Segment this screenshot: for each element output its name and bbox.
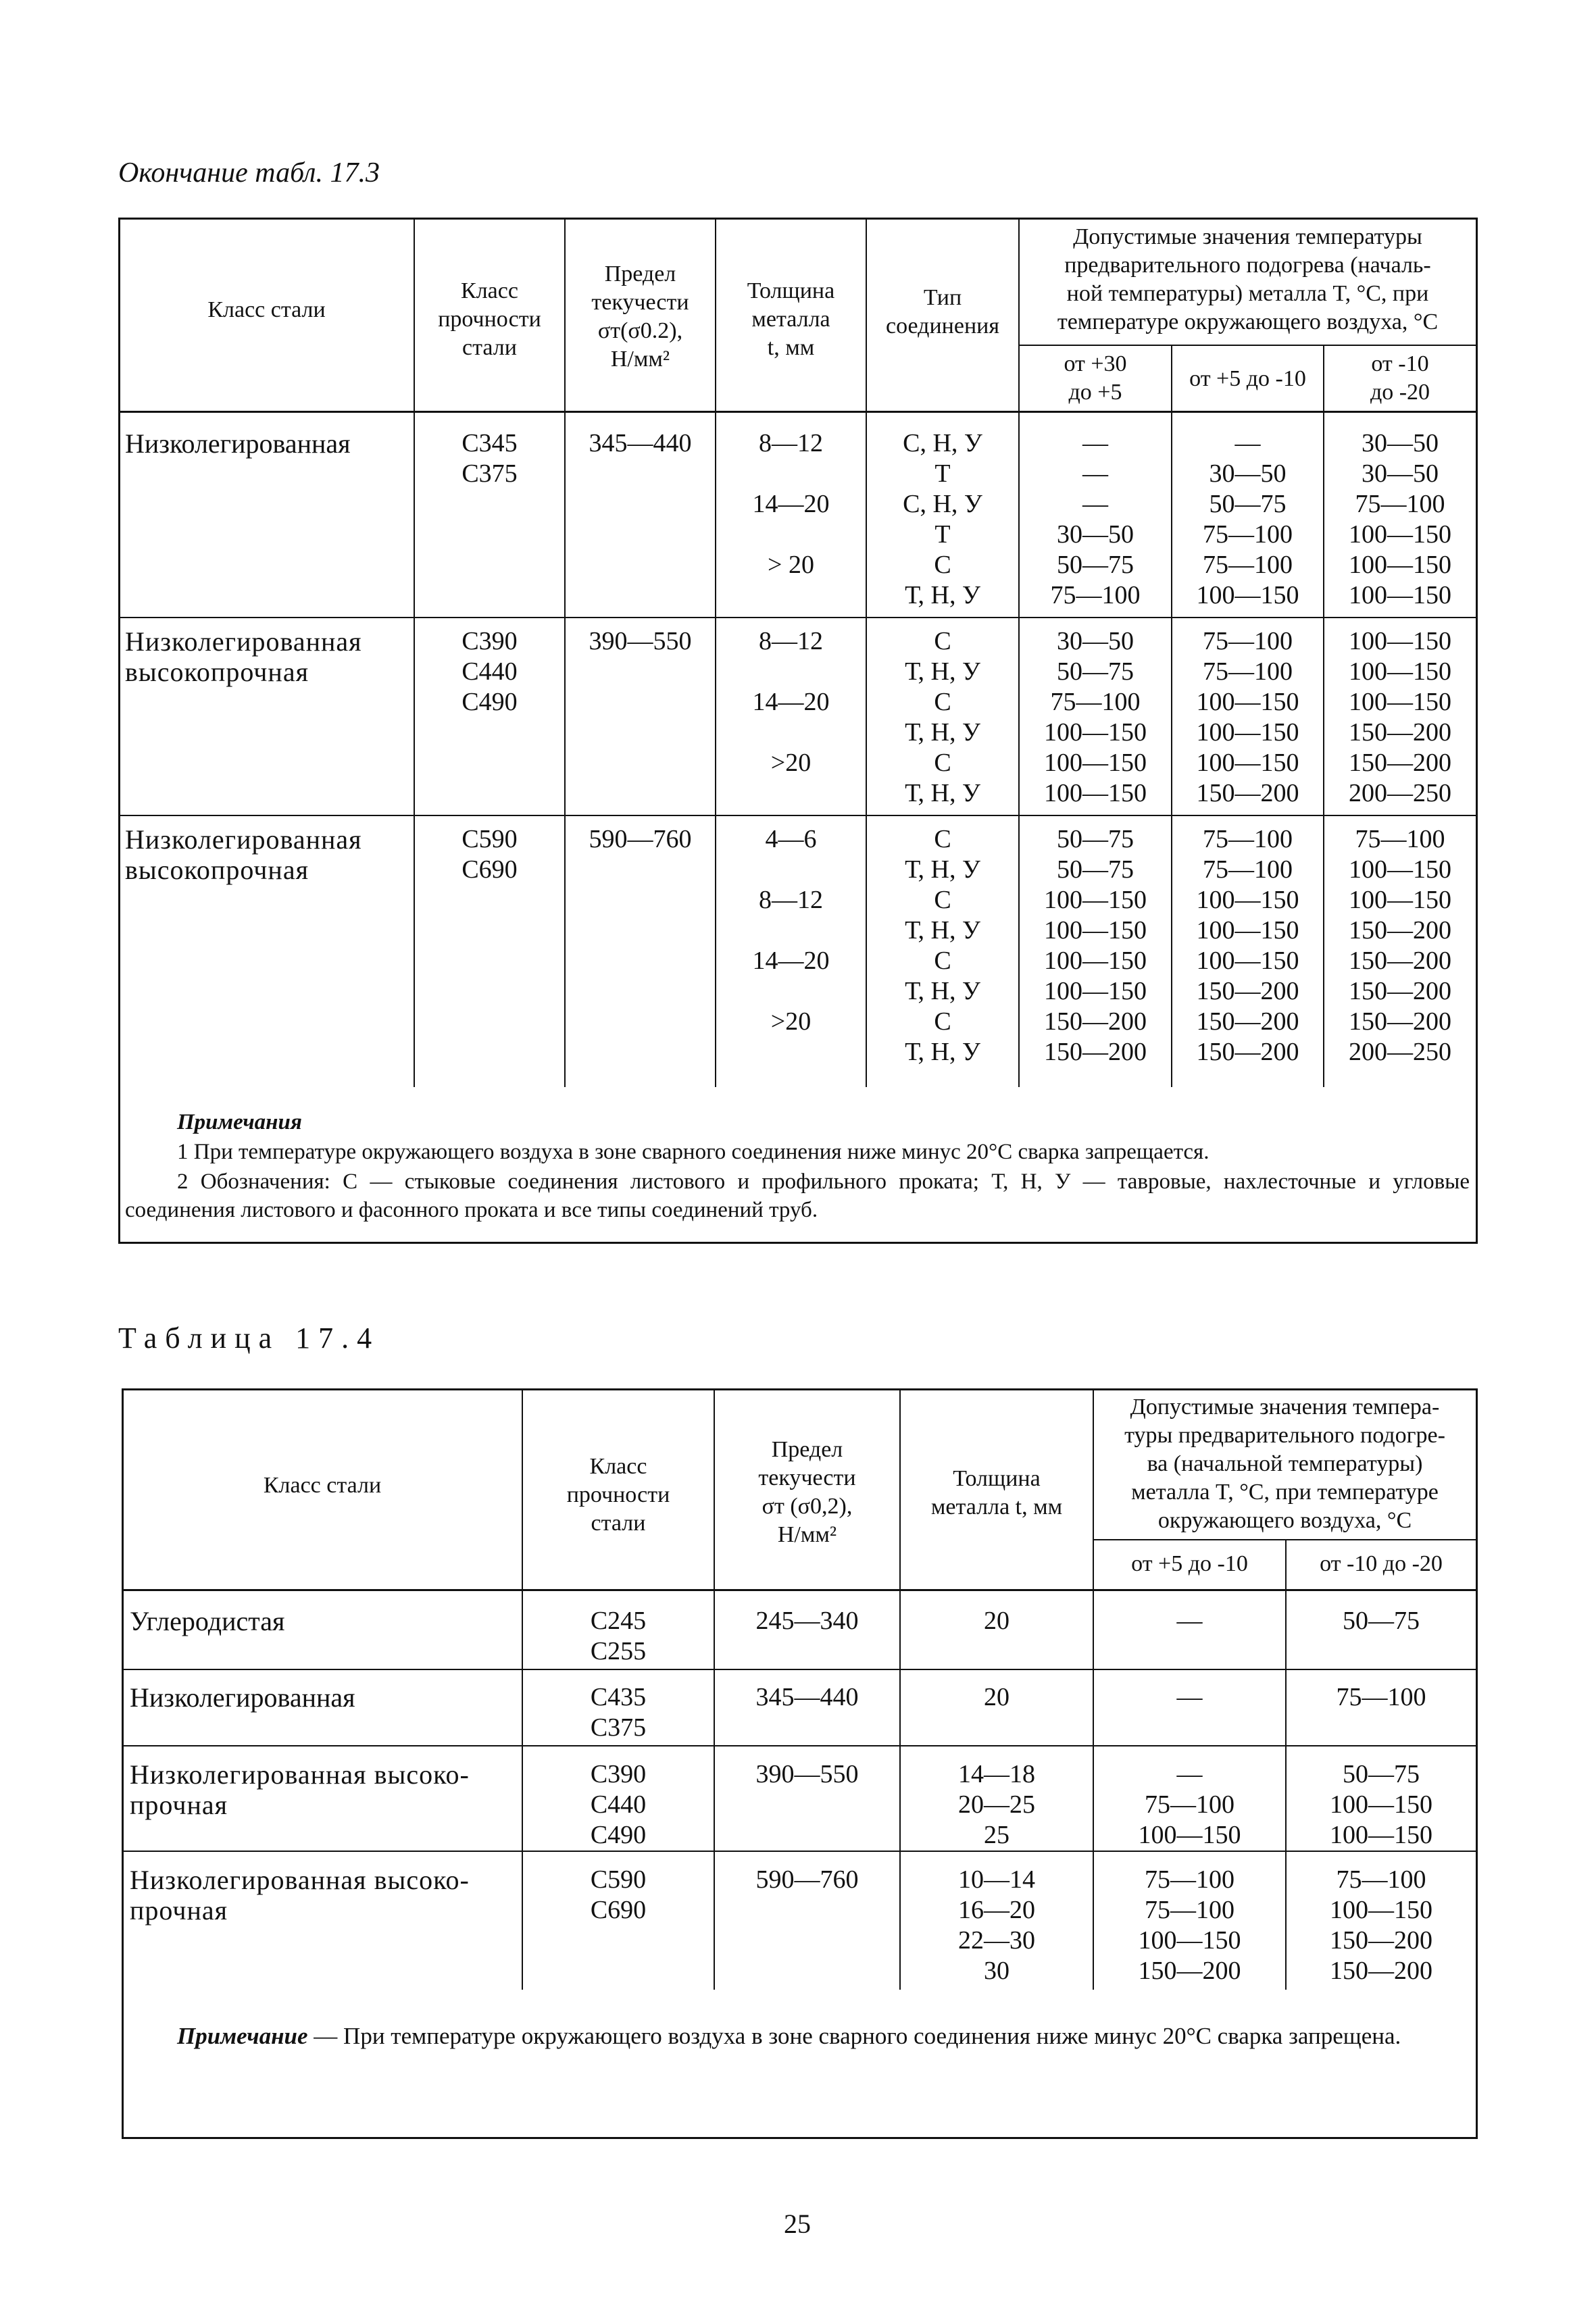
t2-r4-temp1: 75—100 75—100 100—150 150—200 — [1138, 1865, 1241, 1985]
t1-g2-joint: С Т, Н, У С Т, Н, У С Т, Н, У — [905, 627, 980, 807]
t1-g1-temp2: — 30—50 50—75 75—100 75—100 100—150 — [1196, 429, 1299, 609]
t1-header-temp-range-1: от +30 до +5 — [1064, 351, 1127, 405]
table1-caption: Окончание табл. 17.3 — [118, 157, 380, 188]
t2-r4-steel: Низколегированная высоко- прочная — [130, 1865, 470, 1926]
t2-r3-thickness: 14—18 20—25 25 — [958, 1760, 1035, 1849]
t1-g1-thickness: 8—12 14—20 > 20 — [752, 429, 830, 579]
t2-header-temperature-group: Допустимые значения темпера- туры предварительного подогре- ва (начальной температуры) металла T, °С, при температуре окружающего воздуха, °С — [1124, 1394, 1445, 1533]
t1-header-strength-class: Класс прочности стали — [438, 278, 541, 360]
t2-r2-temp2: 75—100 — [1336, 1683, 1426, 1711]
t2-note-title: Примечание — [177, 2023, 308, 2049]
t1-g3-thickness: 4—6 8—12 14—20 >20 — [752, 825, 830, 1036]
t2-r2-classes: С435 С375 — [590, 1683, 647, 1742]
t2-r1-thickness: 20 — [984, 1607, 1009, 1635]
t2-r1-classes: С245 С255 — [590, 1607, 647, 1665]
t2-r4-temp2: 75—100 100—150 150—200 150—200 — [1330, 1865, 1432, 1985]
t2-r3-classes: С390 С440 С490 — [590, 1760, 647, 1849]
t2-header-strength-class: Класс прочности стали — [566, 1454, 670, 1536]
table2-caption: Таблица 17.4 — [118, 1322, 380, 1355]
t2-header-thickness: Толщина металла t, мм — [930, 1466, 1063, 1519]
t1-g1-temp1: — — — 30—50 50—75 75—100 — [1050, 429, 1141, 609]
t2-header-steel-class: Класс стали — [263, 1473, 382, 1498]
t2-r2-temp1: — — [1176, 1683, 1203, 1711]
t1-g2-yield: 390—550 — [589, 627, 692, 655]
t1-header-steel-class: Класс стали — [207, 297, 326, 322]
t1-g3-temp2: 75—100 75—100 100—150 100—150 100—150 150—200 150—200 150—200 — [1196, 825, 1299, 1066]
t1-g3-classes: С590 С690 — [462, 825, 518, 884]
t2-r3-steel: Низколегированная высоко- прочная — [130, 1759, 470, 1820]
t2-r2-thickness: 20 — [984, 1683, 1009, 1711]
t2-header-temp-range-2: от -10 до -20 — [1320, 1551, 1443, 1576]
t2-note-text: — При температуре окружающего воздуха в зоне сварного соединения ниже минус 20°С сварка запрещена. — [307, 2023, 1401, 2049]
t2-header-temp-range-1: от +5 до -10 — [1131, 1551, 1248, 1576]
t1-g2-temp2: 75—100 75—100 100—150 100—150 100—150 150—200 — [1196, 627, 1299, 807]
t1-header-temp-range-2: от +5 до -10 — [1189, 366, 1306, 391]
t2-r4-thickness: 10—14 16—20 22—30 30 — [958, 1865, 1035, 1985]
t1-header-thickness: Толщина металла t, мм — [747, 278, 835, 360]
t2-r1-yield: 245—340 — [755, 1607, 859, 1635]
t1-notes-title: Примечания — [177, 1110, 302, 1134]
t2-r3-temp1: — 75—100 100—150 — [1138, 1760, 1241, 1849]
t1-g3-yield: 590—760 — [589, 825, 692, 853]
t2-r1-temp2: 50—75 — [1343, 1607, 1420, 1635]
t1-header-joint-type: Тип соединения — [886, 285, 999, 338]
t1-g3-joint: С Т, Н, У С Т, Н, У С Т, Н, У С Т, Н, У — [905, 825, 980, 1066]
t1-g1-classes: С345 С375 — [462, 429, 518, 488]
t1-header-yield-limit: Предел текучести σт(σ0.2), Н/мм² — [591, 261, 689, 372]
t1-g1-joint: С, Н, У Т С, Н, У Т С Т, Н, У — [903, 429, 982, 609]
t1-g2-classes: С390 С440 С490 — [462, 627, 518, 716]
t2-r2-yield: 345—440 — [755, 1683, 859, 1711]
t2-r4-classes: С590 С690 — [590, 1865, 647, 1924]
t2-header-yield-limit: Предел текучести σт (σ0,2), Н/мм² — [758, 1437, 856, 1547]
t1-note-1: 1 При температуре окружающего воздуха в зоне сварного соединения ниже минус 20°С сварка запрещается. — [177, 1140, 1210, 1164]
t2-r3-temp2: 50—75 100—150 100—150 — [1330, 1760, 1432, 1849]
t1-g2-temp3: 100—150 100—150 100—150 150—200 150—200 200—250 — [1349, 627, 1451, 807]
t1-g2-temp1: 30—50 50—75 75—100 100—150 100—150 100—150 — [1044, 627, 1147, 807]
t2-r3-yield: 390—550 — [755, 1760, 859, 1788]
t2-r1-temp1: — — [1176, 1607, 1203, 1635]
t2-note — [128, 2021, 1470, 2051]
t1-g1-temp3: 30—50 30—50 75—100 100—150 100—150 100—150 — [1349, 429, 1451, 609]
t1-g1-steel: Низколегированная — [125, 428, 351, 459]
t1-g3-temp1: 50—75 50—75 100—150 100—150 100—150 100—150 150—200 150—200 — [1044, 825, 1147, 1066]
t1-note-2: 2 Обозначения: С — стыковые соединения листового и профильного проката; Т, Н, У — тавровые, нахлесточные и угловые соединения листового и фасонного проката и все типы соединений труб. — [125, 1169, 1470, 1222]
t1-g3-steel: Низколегированная высокопрочная — [125, 824, 362, 885]
t2-r4-yield: 590—760 — [755, 1865, 859, 1894]
t1-g2-steel: Низколегированная высокопрочная — [125, 626, 362, 687]
page-number: 25 — [784, 2209, 811, 2239]
t1-g3-temp3: 75—100 100—150 100—150 150—200 150—200 150—200 150—200 200—250 — [1349, 825, 1451, 1066]
t2-r2-steel: Низколегированная — [130, 1682, 355, 1713]
t1-g1-yield: 345—440 — [589, 429, 692, 457]
t2-r1-steel: Углеродистая — [130, 1606, 285, 1636]
t1-header-temp-range-3: от -10 до -20 — [1370, 351, 1430, 405]
t1-g2-thickness: 8—12 14—20 >20 — [752, 627, 830, 777]
t1-header-temperature-group: Допустимые значения температуры предварительного подогрева (началь- ной температуры) металла T, °С, при температуре окружающего воздуха, °С — [1057, 224, 1439, 334]
